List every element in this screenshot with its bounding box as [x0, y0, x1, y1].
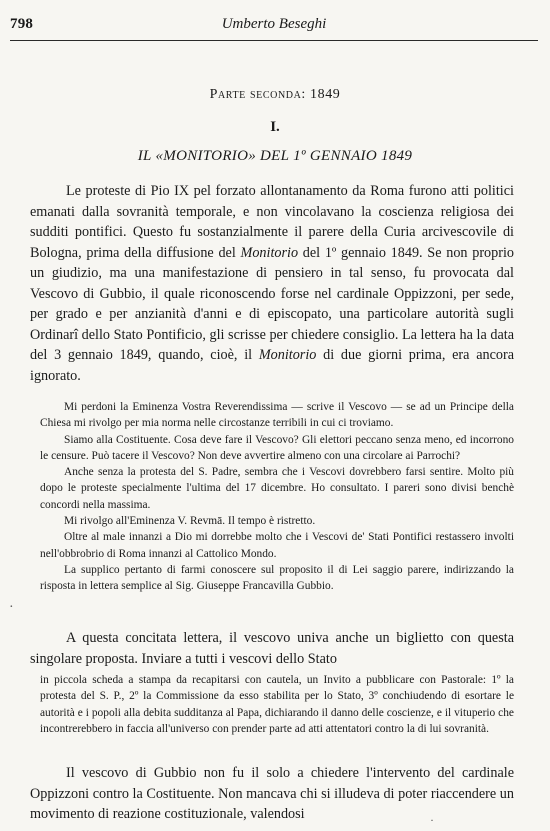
letter-line: Siamo alla Costituente. Cosa deve fare il Vescovo? Gli elettori peccano senza meno, ed incorrono le censure. Può tacere il Vescovo? Non deve avvertire almeno con una circolare ai Parrochi? — [40, 433, 514, 462]
italic-title: Monitorio — [258, 347, 317, 363]
italic-title: Monitorio — [240, 244, 299, 261]
proposal-quotation: in piccola scheda a stampa da recapitarsi con cautela, un Invito a pubblicare con Pastorale: 1º la protesta del S. P., 2º la Commissione da esso stabilita per lo Stato, 3º conchiudendo di esortare le autorità e i popoli alla debita sudditanza al Papa, dichiarando il danno delle coscienze, e il vituperio che incontrerebbero in faccia all'universo con prender parte ad atti attentatori contro la di lui sovranità. — [40, 674, 514, 735]
margin-dot: · — [9, 600, 14, 615]
body-paragraph-2: A questa concitata lettera, il vescovo univa anche un biglietto con questa singolare proposta. Inviare a tutti i vescovi dello Stato — [30, 630, 514, 667]
text-run: del 1º gennaio 1849. Se non proprio un giudizio, ma una manifestazione di pensiero in tal senso, fu provocata dal Vescovo di Gubbio, il quale riconoscendo forse nel cardinale Oppizzoni, per sede, per grado e per anzianità d'anni e di episcopato, una particolare autorità sugli Ordinarî dello Stato Pontificio, gli scrisse per chiedere consiglio. La lettera ha la data del 3 gennaio 1849, quando, cioè, il — [30, 244, 514, 363]
text-run: di due giorni prima, era ancora ignorato. — [30, 347, 514, 384]
letter-line: La supplico pertanto di farmi conoscere sul proposito il di Lei saggio parere, indirizzando la risposta in lettera semplice al Sig. Giuseppe Francavilla Gubbio. — [40, 563, 514, 593]
letter-line: Anche senza la protesta del S. Padre, sembra che i Vescovi dovrebbero farsi sentire. Molto più dopo le proteste specialmente l'ultima del 17 dicembre. Ho consultato. I pareri sono divisi benchè concordi nella massima. — [40, 466, 514, 511]
section-number: I. — [270, 119, 280, 135]
print-speck: · — [430, 813, 434, 827]
text-run: Le proteste di Pio IX pel forzato allontanamento da Roma furono atti politici emanati dalla sovranità temporale, e non vincolavano la coscienza religiosa dei sudditi pontifici. Questo fu sostanzialmente il parere della Curia arcivescovile di Bologna, prima della diffusione del — [30, 183, 514, 261]
part-heading: Parte seconda: 1849 — [209, 87, 341, 102]
page-header — [10, 16, 538, 38]
header-rule — [10, 40, 538, 41]
letter-line: Oltre al male innanzi a Dio mi dorrebbe molto che i Vescovi de' Stati Pontifici restassero involti nell'obbrobrio di Roma innanzi al Cattolico Mondo. — [40, 531, 514, 560]
page-number: 798 — [10, 16, 34, 32]
letter-line: Mi perdoni la Eminenza Vostra Reverendissima — scrive il Vescovo — se ad un Principe della Chiesa mi rivolgo per mia norma nelle circostanze terribili in cui ci troviamo. — [40, 401, 514, 430]
letter-line: Mi rivolgo all'Eminenza V. Revmā. Il tempo è ristretto. — [64, 515, 316, 528]
chapter-title: IL «MONITORIO» DEL 1º GENNAIO 1849 — [137, 148, 413, 164]
body-paragraph-3: Il vescovo di Gubbio non fu il solo a chiedere l'intervento del cardinale Oppizzoni contro la Costituente. Non mancava chi si illudeva di poter riaccendere un movimento di reazione costituzionale, valendosi — [30, 765, 514, 822]
letter-quotation — [40, 399, 514, 595]
running-head: Umberto Beseghi — [221, 16, 327, 32]
body-paragraph-1 — [30, 181, 514, 386]
